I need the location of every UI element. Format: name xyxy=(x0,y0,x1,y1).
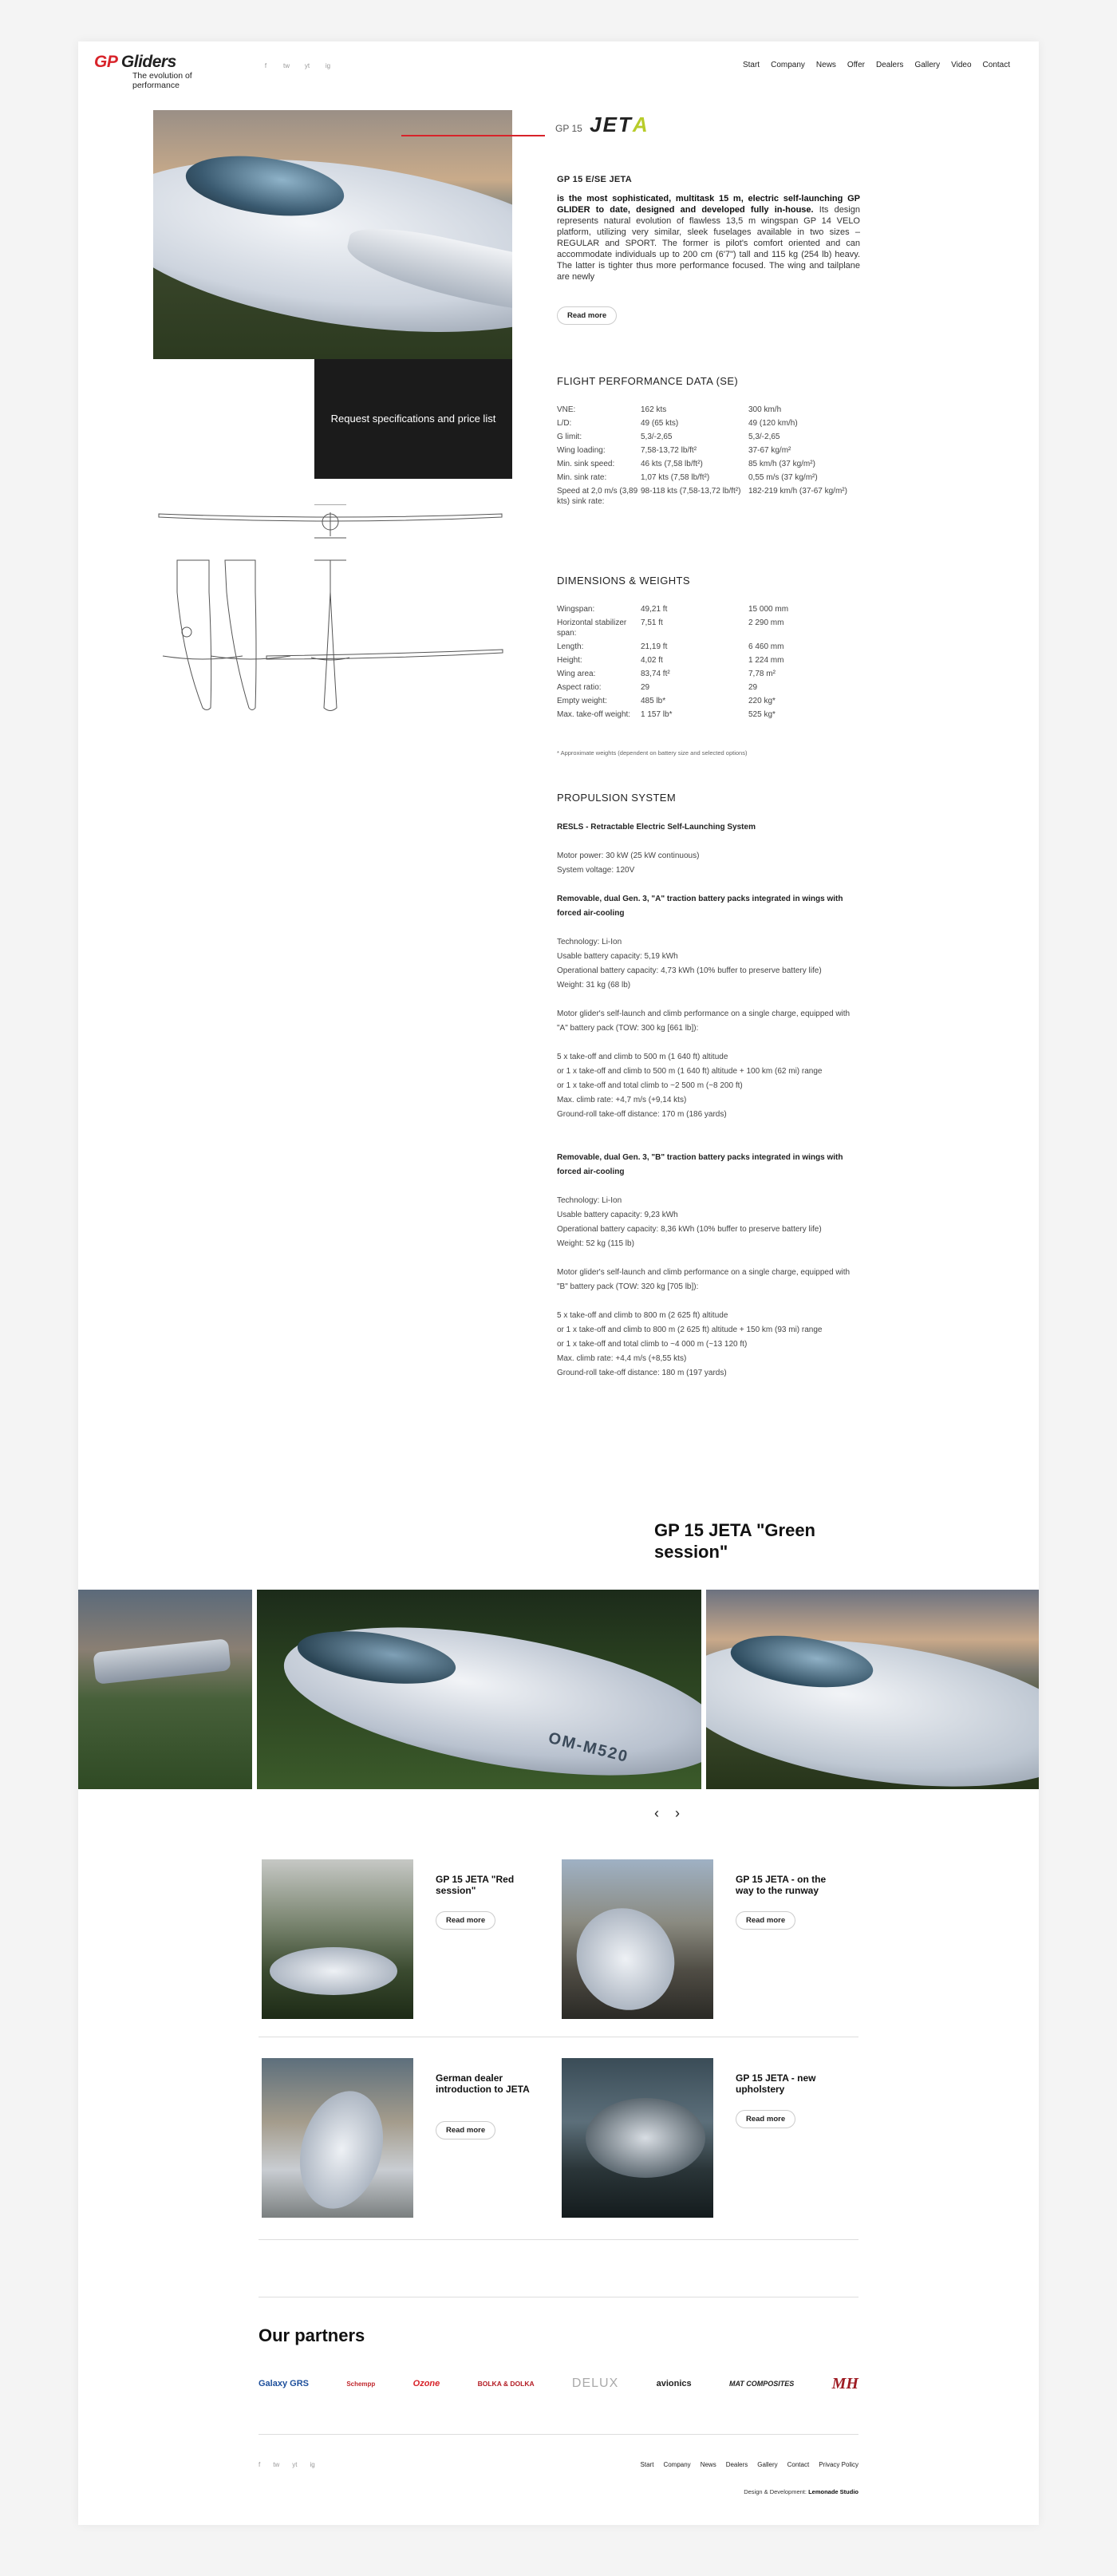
spec-value-imperial: 162 kts xyxy=(641,405,667,414)
spec-value-metric: 1 224 mm xyxy=(748,656,784,665)
gallery-image[interactable] xyxy=(78,1590,252,1789)
propulsion-title: PROPULSION SYSTEM xyxy=(557,792,677,804)
propulsion-gap xyxy=(557,1179,860,1194)
spec-value-metric: 300 km/h xyxy=(748,405,782,414)
propulsion-line: or 1 x take-off and climb to 500 m (1 640 ft) altitude + 100 km (62 mi) range xyxy=(557,1067,823,1076)
spec-row xyxy=(557,655,860,666)
propulsion-gap xyxy=(557,1294,860,1309)
partner-logo[interactable]: avionics xyxy=(656,2379,692,2388)
footer-nav-news[interactable]: News xyxy=(700,2461,716,2468)
spec-value-imperial: 1 157 lb* xyxy=(641,710,673,719)
nav-contact[interactable]: Contact xyxy=(982,61,1010,69)
propulsion-line: or 1 x take-off and climb to 800 m (2 625 ft) altitude + 150 km (93 mi) range xyxy=(557,1326,823,1334)
spec-value-imperial: 1,07 kts (7,58 lb/ft²) xyxy=(641,473,710,482)
news-image[interactable] xyxy=(262,1859,413,2019)
spec-value-imperial: 49 (65 kts) xyxy=(641,419,679,428)
spec-value-imperial: 485 lb* xyxy=(641,697,666,705)
spec-value-imperial: 21,19 ft xyxy=(641,642,668,651)
nav-offer[interactable]: Offer xyxy=(847,61,865,69)
design-credit xyxy=(744,2488,858,2495)
spec-value-imperial: 46 kts (7,58 lb/ft²) xyxy=(641,460,703,468)
propulsion-line: Usable battery capacity: 5,19 kWh xyxy=(557,952,678,961)
twitter-icon[interactable]: tw xyxy=(283,62,290,69)
spec-value-imperial: 5,3/-2,65 xyxy=(641,433,673,441)
news-read-more-button[interactable]: Read more xyxy=(736,1911,795,1930)
spec-value-metric: 49 (120 km/h) xyxy=(748,419,798,428)
flight-performance-title: FLIGHT PERFORMANCE DATA (SE) xyxy=(557,375,739,387)
partners-logos xyxy=(259,2356,858,2412)
spec-value-metric: 220 kg* xyxy=(748,697,776,705)
divider xyxy=(259,2434,858,2435)
propulsion-line: Technology: Li-Ion xyxy=(557,1196,622,1205)
spec-label: Horizontal stabilizer span: xyxy=(557,618,627,638)
news-title[interactable]: German dealer introduction to JETA xyxy=(436,2072,530,2095)
spec-value-metric: 7,78 m² xyxy=(748,670,776,678)
spec-label: Min. sink speed: xyxy=(557,460,615,468)
youtube-icon[interactable]: yt xyxy=(304,62,310,69)
gallery-image[interactable] xyxy=(706,1590,1039,1789)
spec-row xyxy=(557,405,860,415)
propulsion-line: Removable, dual Gen. 3, "A" traction battery packs integrated in wings with forced air-cooling xyxy=(557,895,843,918)
gallery-image[interactable] xyxy=(257,1590,701,1789)
partner-logo[interactable]: DELUX xyxy=(571,2376,619,2390)
divider xyxy=(259,2239,858,2240)
spec-label: Empty weight: xyxy=(557,697,607,705)
footer-nav-company[interactable]: Company xyxy=(663,2461,691,2468)
instagram-icon[interactable]: ig xyxy=(325,62,331,69)
propulsion-line: Weight: 52 kg (115 lb) xyxy=(557,1239,634,1248)
propulsion-gap xyxy=(557,1136,860,1151)
spec-value-metric: 85 km/h (37 kg/m²) xyxy=(748,460,815,468)
news-image[interactable] xyxy=(562,1859,713,2019)
request-specs-label: Request specifications and price list xyxy=(330,413,496,425)
model-title: GP 15 E/SE JETA xyxy=(557,175,632,184)
intro-read-more-button[interactable]: Read more xyxy=(557,306,617,325)
spec-row xyxy=(557,445,860,456)
spec-row xyxy=(557,642,860,652)
propulsion-gap xyxy=(557,878,860,892)
main-nav xyxy=(743,61,1010,69)
spec-value-metric: 2 290 mm xyxy=(748,618,784,627)
spec-label: Wing loading: xyxy=(557,446,606,455)
news-title[interactable]: GP 15 JETA - new upholstery xyxy=(736,2072,816,2095)
footer-nav-contact[interactable]: Contact xyxy=(787,2461,810,2468)
propulsion-text xyxy=(557,820,860,1381)
spec-value-imperial: 49,21 ft xyxy=(641,605,668,614)
news-image[interactable] xyxy=(562,2058,713,2218)
spec-row xyxy=(557,682,860,693)
credit-prefix: Design & Development: xyxy=(744,2488,807,2495)
logo-gp: GP xyxy=(94,53,117,71)
dimensions-table xyxy=(557,604,860,723)
propulsion-line: Technology: Li-Ion xyxy=(557,938,622,946)
propulsion-line: Max. climb rate: +4,4 m/s (+8,55 kts) xyxy=(557,1354,687,1363)
flight-performance-table xyxy=(557,405,860,510)
spec-row xyxy=(557,432,860,442)
model-logo-accent: A xyxy=(632,113,649,136)
spec-row xyxy=(557,604,860,614)
chevron-right-icon[interactable]: › xyxy=(675,1805,680,1821)
partner-logo[interactable]: MH xyxy=(831,2374,858,2392)
propulsion-line: Ground-roll take-off distance: 170 m (186 yards) xyxy=(557,1110,727,1119)
spec-row xyxy=(557,459,860,469)
propulsion-line: Weight: 31 kg (68 lb) xyxy=(557,981,631,990)
glider-registration: OM-M520 xyxy=(547,1729,631,1767)
footer-nav-privacy[interactable]: Privacy Policy xyxy=(819,2461,858,2468)
spec-label: VNE: xyxy=(557,405,576,414)
spec-row xyxy=(557,709,860,720)
spec-label: Aspect ratio: xyxy=(557,683,602,692)
spec-value-imperial: 7,51 ft xyxy=(641,618,663,627)
spec-value-metric: 525 kg* xyxy=(748,710,776,719)
propulsion-line: or 1 x take-off and total climb to ~2 500 m (~8 200 ft) xyxy=(557,1081,743,1090)
spec-row xyxy=(557,669,860,679)
spec-label: Max. take-off weight: xyxy=(557,710,631,719)
weights-footnote: * Approximate weights (dependent on battery size and selected options) xyxy=(557,749,748,757)
propulsion-gap xyxy=(557,1122,860,1136)
propulsion-gap xyxy=(557,993,860,1007)
spec-label: Min. sink rate: xyxy=(557,473,607,482)
spec-label: L/D: xyxy=(557,419,572,428)
partner-logo[interactable]: BOLKA & DOLKA xyxy=(477,2380,535,2388)
news-read-more-button[interactable]: Read more xyxy=(736,2110,795,2128)
partner-logo[interactable]: MAT COMPOSITES xyxy=(728,2380,795,2388)
footer-nav-gallery[interactable]: Gallery xyxy=(757,2461,778,2468)
nav-gallery[interactable]: Gallery xyxy=(914,61,941,69)
nav-news[interactable]: News xyxy=(815,61,836,69)
chevron-left-icon[interactable]: ‹ xyxy=(654,1805,659,1821)
spec-label: Wingspan: xyxy=(557,605,595,614)
youtube-icon[interactable]: yt xyxy=(292,2461,298,2468)
propulsion-line: Motor glider's self-launch and climb performance on a single charge, equipped with "A" battery pack (TOW: 300 kg [661 lb]): xyxy=(557,1009,851,1033)
propulsion-gap xyxy=(557,835,860,849)
propulsion-line: Operational battery capacity: 8,36 kWh (10% buffer to preserve battery life) xyxy=(557,1225,822,1234)
propulsion-line: RESLS - Retractable Electric Self-Launching System xyxy=(557,823,756,832)
page xyxy=(78,41,1039,2525)
spec-row xyxy=(557,696,860,706)
intro-body: Its design represents natural evolution of flawless 13,5 m wingspan GP 14 VELO platform, utilizing very similar, sleek fuselages available in two sizes – REGULAR and SPORT. The former is pilot's comfort oriented and can accommodate individuals up to 200 cm (6'7") tall and 115 kg (254 lb) heavy. The latter is tighter thus more performance focused. The wing and tailplane are newly xyxy=(557,205,860,282)
model-logo-name: JET xyxy=(590,113,633,136)
nav-company[interactable]: Company xyxy=(771,61,805,69)
propulsion-line: Motor glider's self-launch and climb performance on a single charge, equipped with "B" battery pack (TOW: 320 kg [705 lb]): xyxy=(557,1268,851,1291)
facebook-icon[interactable]: f xyxy=(264,62,267,69)
gallery-title: GP 15 JETA "Green session" xyxy=(654,1520,815,1562)
propulsion-line: 5 x take-off and climb to 800 m (2 625 ft) altitude xyxy=(557,1311,728,1320)
propulsion-line: 5 x take-off and climb to 500 m (1 640 ft) altitude xyxy=(557,1053,728,1061)
spec-label: Length: xyxy=(557,642,584,651)
spec-value-imperial: 83,74 ft² xyxy=(641,670,670,678)
model-logo-prefix: GP 15 xyxy=(555,123,582,134)
spec-value-metric: 37-67 kg/m² xyxy=(748,446,791,455)
gallery-arrows xyxy=(654,1805,680,1822)
spec-row xyxy=(557,472,860,483)
logo-gliders: Gliders xyxy=(120,53,176,71)
propulsion-line: System voltage: 120V xyxy=(557,866,635,875)
twitter-icon[interactable]: tw xyxy=(273,2461,280,2468)
spec-value-metric: 5,3/-2,65 xyxy=(748,433,780,441)
propulsion-line: Max. climb rate: +4,7 m/s (+9,14 kts) xyxy=(557,1096,687,1104)
credit-name[interactable]: Lemonade Studio xyxy=(808,2488,858,2495)
propulsion-line: Usable battery capacity: 9,23 kWh xyxy=(557,1211,678,1219)
news-title[interactable]: GP 15 JETA "Red session" xyxy=(436,1874,515,1896)
nav-start[interactable]: Start xyxy=(742,61,760,69)
nav-dealers[interactable]: Dealers xyxy=(875,61,904,69)
spec-value-imperial: 7,58-13,72 lb/ft² xyxy=(641,446,697,455)
spec-value-imperial: 29 xyxy=(641,683,650,692)
propulsion-line: Operational battery capacity: 4,73 kWh (10% buffer to preserve battery life) xyxy=(557,966,822,975)
nav-video[interactable]: Video xyxy=(951,61,972,69)
spec-value-metric: 29 xyxy=(748,683,758,692)
propulsion-gap xyxy=(557,1251,860,1266)
partner-logo[interactable]: Schempp xyxy=(346,2380,376,2388)
spec-label: Height: xyxy=(557,656,582,665)
partner-logo[interactable]: Galaxy GRS xyxy=(259,2379,309,2388)
footer-nav-start[interactable]: Start xyxy=(640,2461,654,2468)
hero-photo xyxy=(153,110,512,359)
intro-text xyxy=(557,193,860,282)
accent-line xyxy=(401,135,545,136)
facebook-icon[interactable]: f xyxy=(259,2461,261,2468)
logo-tagline: The evolution of performance xyxy=(132,71,192,90)
propulsion-line: Removable, dual Gen. 3, "B" traction battery packs integrated in wings with forced air-cooling xyxy=(557,1153,843,1176)
footer-nav xyxy=(641,2461,858,2468)
spec-value-metric: 0,55 m/s (37 kg/m²) xyxy=(748,473,818,482)
spec-value-imperial: 98-118 kts (7,58-13,72 lb/ft²) xyxy=(641,487,741,496)
spec-value-metric: 6 460 mm xyxy=(748,642,784,651)
news-title[interactable]: GP 15 JETA - on the way to the runway xyxy=(736,1874,827,1896)
news-read-more-button[interactable]: Read more xyxy=(436,2121,495,2139)
site-logo[interactable] xyxy=(94,53,230,90)
spec-row xyxy=(557,618,860,638)
propulsion-gap xyxy=(557,921,860,935)
news-read-more-button[interactable]: Read more xyxy=(436,1911,495,1930)
dimensions-title: DIMENSIONS & WEIGHTS xyxy=(557,575,690,587)
footer-social xyxy=(259,2461,315,2468)
partners-title: Our partners xyxy=(259,2325,365,2345)
spec-label: Speed at 2,0 m/s (3,89 kts) sink rate: xyxy=(557,487,638,506)
spec-label: Wing area: xyxy=(557,670,596,678)
three-view-drawing xyxy=(155,504,506,728)
spec-value-metric: 15 000 mm xyxy=(748,605,789,614)
spec-value-imperial: 4,02 ft xyxy=(641,656,663,665)
propulsion-line: Motor power: 30 kW (25 kW continuous) xyxy=(557,851,700,860)
propulsion-line: or 1 x take-off and total climb to ~4 000 m (~13 120 ft) xyxy=(557,1340,748,1349)
spec-row xyxy=(557,486,860,507)
jeta-model-logo xyxy=(555,113,649,137)
spec-row xyxy=(557,418,860,429)
request-specs-button[interactable] xyxy=(314,359,512,479)
intro-lead: is the most sophisticated, multitask 15 m, electric self-launching GP GLIDER to date, designed and developed fully in-house. xyxy=(557,194,860,215)
header-social xyxy=(262,62,332,70)
spec-value-metric: 182-219 km/h (37-67 kg/m²) xyxy=(748,487,847,496)
propulsion-gap xyxy=(557,1036,860,1050)
news-image[interactable] xyxy=(262,2058,413,2218)
partner-logo[interactable]: Ozone xyxy=(412,2379,440,2388)
instagram-icon[interactable]: ig xyxy=(310,2461,315,2468)
footer-nav-dealers[interactable]: Dealers xyxy=(725,2461,748,2468)
propulsion-line: Ground-roll take-off distance: 180 m (197 yards) xyxy=(557,1369,727,1377)
spec-label: G limit: xyxy=(557,433,582,441)
